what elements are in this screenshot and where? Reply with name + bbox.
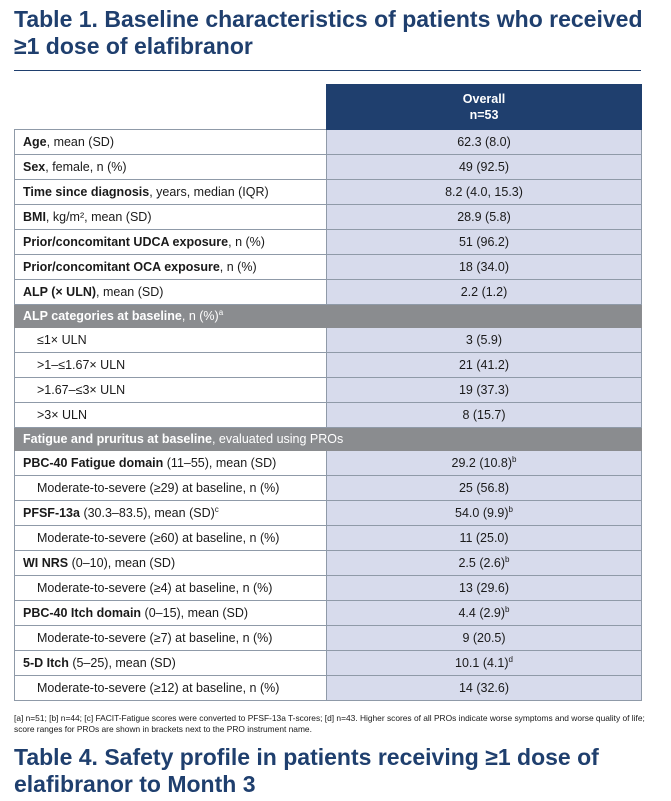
row-value — [327, 403, 642, 428]
row-value — [327, 155, 642, 180]
row-label-bold: PFSF-13a — [23, 506, 80, 520]
row-label — [15, 576, 327, 601]
table-row — [15, 180, 642, 205]
row-value-text: 2.5 (2.6) — [458, 556, 506, 570]
row-label-text: >1–≤1.67× ULN — [37, 358, 126, 372]
row-value — [327, 601, 642, 626]
row-value — [327, 378, 642, 403]
row-value-text: 21 (41.2) — [458, 358, 510, 372]
row-value-text: 54.0 (9.9) — [455, 506, 509, 520]
row-value-footnote-mark: b — [505, 604, 510, 614]
row-label — [15, 280, 327, 305]
row-label-bold: ALP (× ULN) — [23, 285, 97, 299]
table-row — [15, 626, 642, 651]
row-label — [15, 230, 327, 255]
row-label-bold: Sex — [23, 160, 46, 174]
row-label — [15, 676, 327, 701]
row-label-detail: , n (%) — [228, 235, 265, 249]
row-label — [15, 501, 327, 526]
row-label-detail: , female, n (%) — [45, 160, 127, 174]
table-row — [15, 403, 642, 428]
title-divider — [14, 70, 641, 71]
row-value-text: 11 (25.0) — [459, 531, 509, 545]
row-label — [15, 476, 327, 501]
table-row — [15, 130, 642, 155]
table-1-caption: Baseline characteristics of patients who received ≥1 dose of elafibranor — [14, 6, 643, 59]
table-row — [15, 676, 642, 701]
row-value-text: 8 (15.7) — [462, 408, 506, 422]
row-label-text: ≤1× ULN — [37, 333, 87, 347]
overall-header-n: n=53 — [469, 108, 499, 122]
section-heading — [15, 305, 642, 328]
table-row — [15, 476, 642, 501]
overall-header-label: Overall — [462, 92, 506, 106]
row-label — [15, 526, 327, 551]
row-value-text: 18 (34.0) — [458, 260, 510, 274]
row-value-text: 28.9 (5.8) — [457, 210, 511, 224]
table-footnote: [a] n=51; [b] n=44; [c] FACIT-Fatigue scores were converted to PFSF-13a T-scores; [d] n=43. Higher scores of all PROs indicate worse symptoms and worse quality of life; score ranges for PROs are shown in brackets next to the PRO instrument name. — [14, 713, 645, 734]
row-label-bold: 5-D Itch — [23, 656, 69, 670]
row-label-text: Moderate-to-severe (≥60) at baseline, n (%) — [37, 531, 280, 545]
row-label-detail: , kg/m², mean (SD) — [45, 210, 152, 224]
table-row — [15, 255, 642, 280]
section-heading — [15, 428, 642, 451]
row-value — [327, 328, 642, 353]
row-label-detail: , mean (SD) — [46, 135, 115, 149]
row-label-bold: Time since diagnosis — [23, 185, 150, 199]
row-label — [15, 180, 327, 205]
row-value — [327, 280, 642, 305]
row-label-detail: (0–15), mean (SD) — [141, 606, 249, 620]
row-value-text: 25 (56.8) — [458, 481, 510, 495]
row-label — [15, 451, 327, 476]
header-blank-cell — [15, 85, 327, 130]
row-value — [327, 130, 642, 155]
row-label — [15, 403, 327, 428]
row-value-text: 19 (37.3) — [458, 383, 510, 397]
row-value-text: 9 (20.5) — [462, 631, 506, 645]
table-4-caption: Safety profile in patients receiving ≥1 dose of elafibranor to Month 3 — [14, 744, 599, 797]
row-label — [15, 353, 327, 378]
row-value — [327, 353, 642, 378]
row-label-bold: Prior/concomitant UDCA exposure — [23, 235, 229, 249]
row-value-footnote-mark: b — [508, 504, 513, 514]
row-value — [327, 501, 642, 526]
row-value — [327, 180, 642, 205]
row-value — [327, 451, 642, 476]
row-label-text: Moderate-to-severe (≥12) at baseline, n (%) — [37, 681, 280, 695]
row-label — [15, 130, 327, 155]
section-heading-bold: Fatigue and pruritus at baseline — [23, 432, 212, 446]
row-label — [15, 328, 327, 353]
table-row — [15, 501, 642, 526]
table-row — [15, 526, 642, 551]
row-label-detail: , years, median (IQR) — [149, 185, 269, 199]
row-value-text: 51 (96.2) — [458, 235, 510, 249]
row-value-footnote-mark: b — [505, 554, 510, 564]
table-row — [15, 378, 642, 403]
row-label-bold: Age — [23, 135, 47, 149]
row-label-detail: (5–25), mean (SD) — [68, 656, 176, 670]
row-label-text: Moderate-to-severe (≥29) at baseline, n (%) — [37, 481, 280, 495]
section-row-alp-categories — [15, 305, 642, 328]
row-value-text: 3 (5.9) — [465, 333, 503, 347]
row-label — [15, 255, 327, 280]
row-label — [15, 205, 327, 230]
row-value-text: 14 (32.6) — [458, 681, 510, 695]
row-value-text: 8.2 (4.0, 15.3) — [445, 185, 523, 199]
row-label — [15, 155, 327, 180]
row-label — [15, 378, 327, 403]
table-row — [15, 205, 642, 230]
row-label-text: >3× ULN — [37, 408, 88, 422]
row-label-detail: , n (%) — [219, 260, 257, 274]
row-value-text: 13 (29.6) — [458, 581, 510, 595]
section-heading-detail: , n (%) — [181, 309, 219, 323]
row-value-text: 62.3 (8.0) — [457, 135, 511, 149]
row-label-text: Moderate-to-severe (≥7) at baseline, n (%) — [37, 631, 273, 645]
overall-column-header — [327, 85, 642, 130]
row-value — [327, 551, 642, 576]
row-value — [327, 626, 642, 651]
section-footnote-mark: a — [218, 307, 224, 317]
row-label-detail: (30.3–83.5), mean (SD) — [79, 506, 215, 520]
table-row — [15, 155, 642, 180]
table-row — [15, 451, 642, 476]
table-row — [15, 353, 642, 378]
row-label-footnote-mark: c — [214, 504, 219, 514]
table-row — [15, 328, 642, 353]
row-label-detail: (11–55), mean (SD) — [163, 456, 277, 470]
row-value-footnote-mark: d — [508, 654, 513, 664]
table-1-title — [14, 6, 654, 60]
row-value-text: 2.2 (1.2) — [460, 285, 508, 299]
row-value — [327, 651, 642, 676]
baseline-characteristics-table — [14, 84, 642, 701]
section-heading-bold: ALP categories at baseline — [23, 309, 182, 323]
table-row — [15, 601, 642, 626]
row-label — [15, 626, 327, 651]
table-4-title — [14, 744, 654, 798]
row-label-text: >1.67–≤3× ULN — [37, 383, 126, 397]
table-row — [15, 280, 642, 305]
row-value — [327, 255, 642, 280]
table-header-row — [15, 85, 642, 130]
row-label — [15, 651, 327, 676]
table-4-label: Table 4. — [14, 744, 98, 770]
row-value-text: 10.1 (4.1) — [455, 656, 509, 670]
row-value — [327, 476, 642, 501]
table-row — [15, 230, 642, 255]
row-value — [327, 205, 642, 230]
row-value-text: 49 (92.5) — [458, 160, 510, 174]
row-value-footnote-mark: b — [512, 454, 517, 464]
row-label-detail: , mean (SD) — [96, 285, 164, 299]
section-heading-detail: , evaluated using PROs — [211, 432, 344, 446]
table-row — [15, 651, 642, 676]
row-label — [15, 551, 327, 576]
row-label-detail: (0–10), mean (SD) — [68, 556, 176, 570]
row-label-bold: PBC-40 Itch domain — [23, 606, 142, 620]
row-label — [15, 601, 327, 626]
table-1-label: Table 1. — [14, 6, 98, 32]
row-label-bold: WI NRS — [23, 556, 69, 570]
row-label-bold: PBC-40 Fatigue domain — [23, 456, 164, 470]
row-label-bold: Prior/concomitant OCA exposure — [23, 260, 220, 274]
row-value-text: 4.4 (2.9) — [458, 606, 506, 620]
row-label-text: Moderate-to-severe (≥4) at baseline, n (%) — [37, 581, 273, 595]
section-row-fatigue-pruritus — [15, 428, 642, 451]
row-value — [327, 576, 642, 601]
row-value — [327, 676, 642, 701]
table-row — [15, 576, 642, 601]
row-label-bold: BMI — [23, 210, 46, 224]
row-value — [327, 526, 642, 551]
table-row — [15, 551, 642, 576]
row-value — [327, 230, 642, 255]
row-value-text: 29.2 (10.8) — [451, 456, 512, 470]
